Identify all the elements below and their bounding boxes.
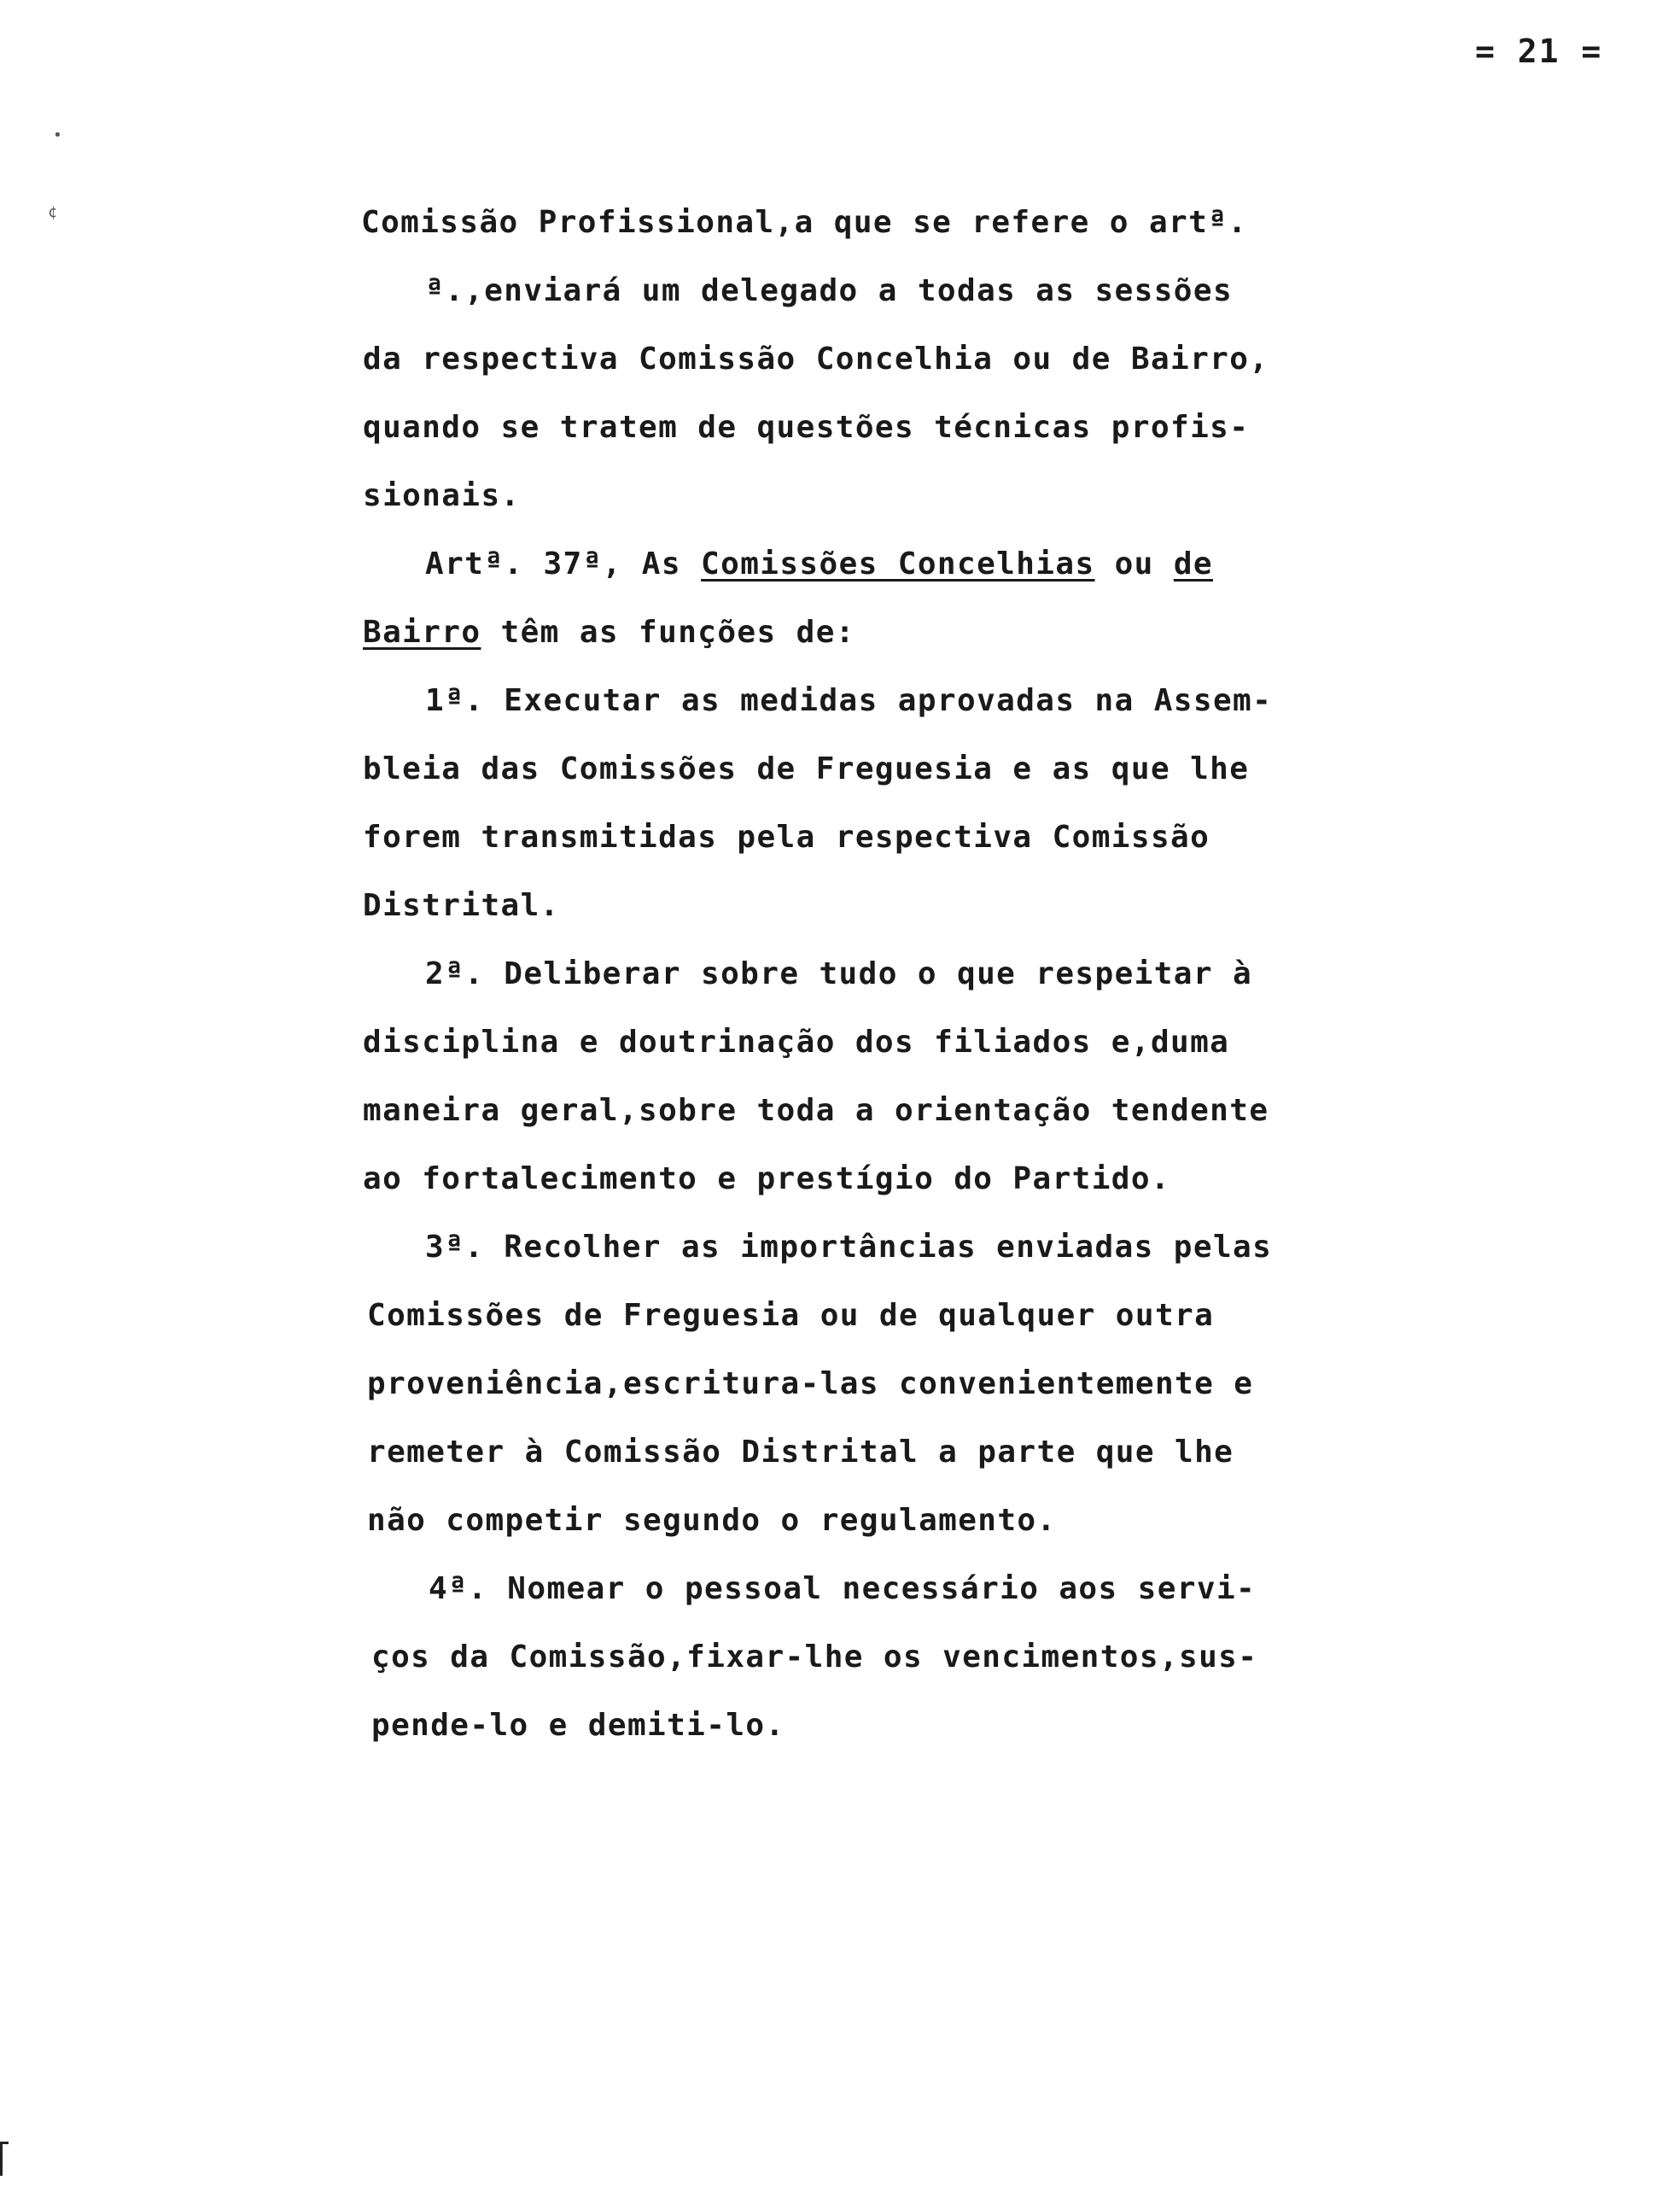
text-line: proveniência,escritura-las convenientemente e bbox=[367, 1366, 1254, 1401]
text-line: Comissões de Freguesia ou de qualquer outra bbox=[367, 1298, 1215, 1333]
text-line: pende-lo e demiti-lo. bbox=[371, 1708, 785, 1743]
text-line: quando se tratem de questões técnicas profis- bbox=[363, 410, 1250, 445]
page-number: = 21 = bbox=[1475, 32, 1603, 70]
text-line: 3ª. Recolher as importâncias enviadas pelas bbox=[425, 1230, 1273, 1265]
text-line: ao fortalecimento e prestígio do Partido. bbox=[363, 1161, 1171, 1196]
text-line: bleia das Comissões de Freguesia e as que lhe bbox=[363, 751, 1250, 786]
text-span: ou bbox=[1094, 546, 1174, 582]
text-line: ª.,enviará um delegado a todas as sessões bbox=[425, 273, 1234, 308]
text-span: têm as funções de: bbox=[481, 615, 855, 650]
text-line: disciplina e doutrinação dos filiados e,duma bbox=[363, 1025, 1230, 1060]
text-line: 4ª. Nomear o pessoal necessário aos servi- bbox=[429, 1571, 1257, 1606]
text-line: sionais. bbox=[363, 478, 521, 513]
text-line: da respectiva Comissão Concelhia ou de Bairro, bbox=[363, 342, 1269, 377]
scan-mark: ¢ bbox=[48, 203, 57, 221]
text-line: maneira geral,sobre toda a orientação tendente bbox=[363, 1093, 1269, 1128]
article-number: Artª. 37ª, As bbox=[425, 546, 702, 582]
text-line: não competir segundo o regulamento. bbox=[367, 1503, 1057, 1538]
scan-edge bbox=[0, 2142, 3, 2176]
scan-mark: • bbox=[53, 126, 62, 144]
text-line: forem transmitidas pela respectiva Comissão bbox=[363, 820, 1210, 855]
text-line: 2ª. Deliberar sobre tudo o que respeitar à bbox=[425, 956, 1253, 991]
article-heading-line bbox=[363, 615, 855, 650]
article-heading-line bbox=[425, 546, 1213, 582]
text-line: Comissão Profissional,a que se refere o artª. bbox=[361, 205, 1248, 240]
text-line: 1ª. Executar as medidas aprovadas na Assem- bbox=[425, 683, 1273, 718]
text-line: Distrital. bbox=[363, 888, 560, 923]
text-line: ços da Comissão,fixar-lhe os vencimentos,sus- bbox=[371, 1640, 1258, 1675]
underlined-term: Bairro bbox=[363, 615, 481, 650]
underlined-term: Comissões Concelhias bbox=[701, 546, 1095, 582]
text-line: remeter à Comissão Distrital a parte que lhe bbox=[367, 1435, 1234, 1470]
underlined-term: de bbox=[1173, 546, 1213, 582]
